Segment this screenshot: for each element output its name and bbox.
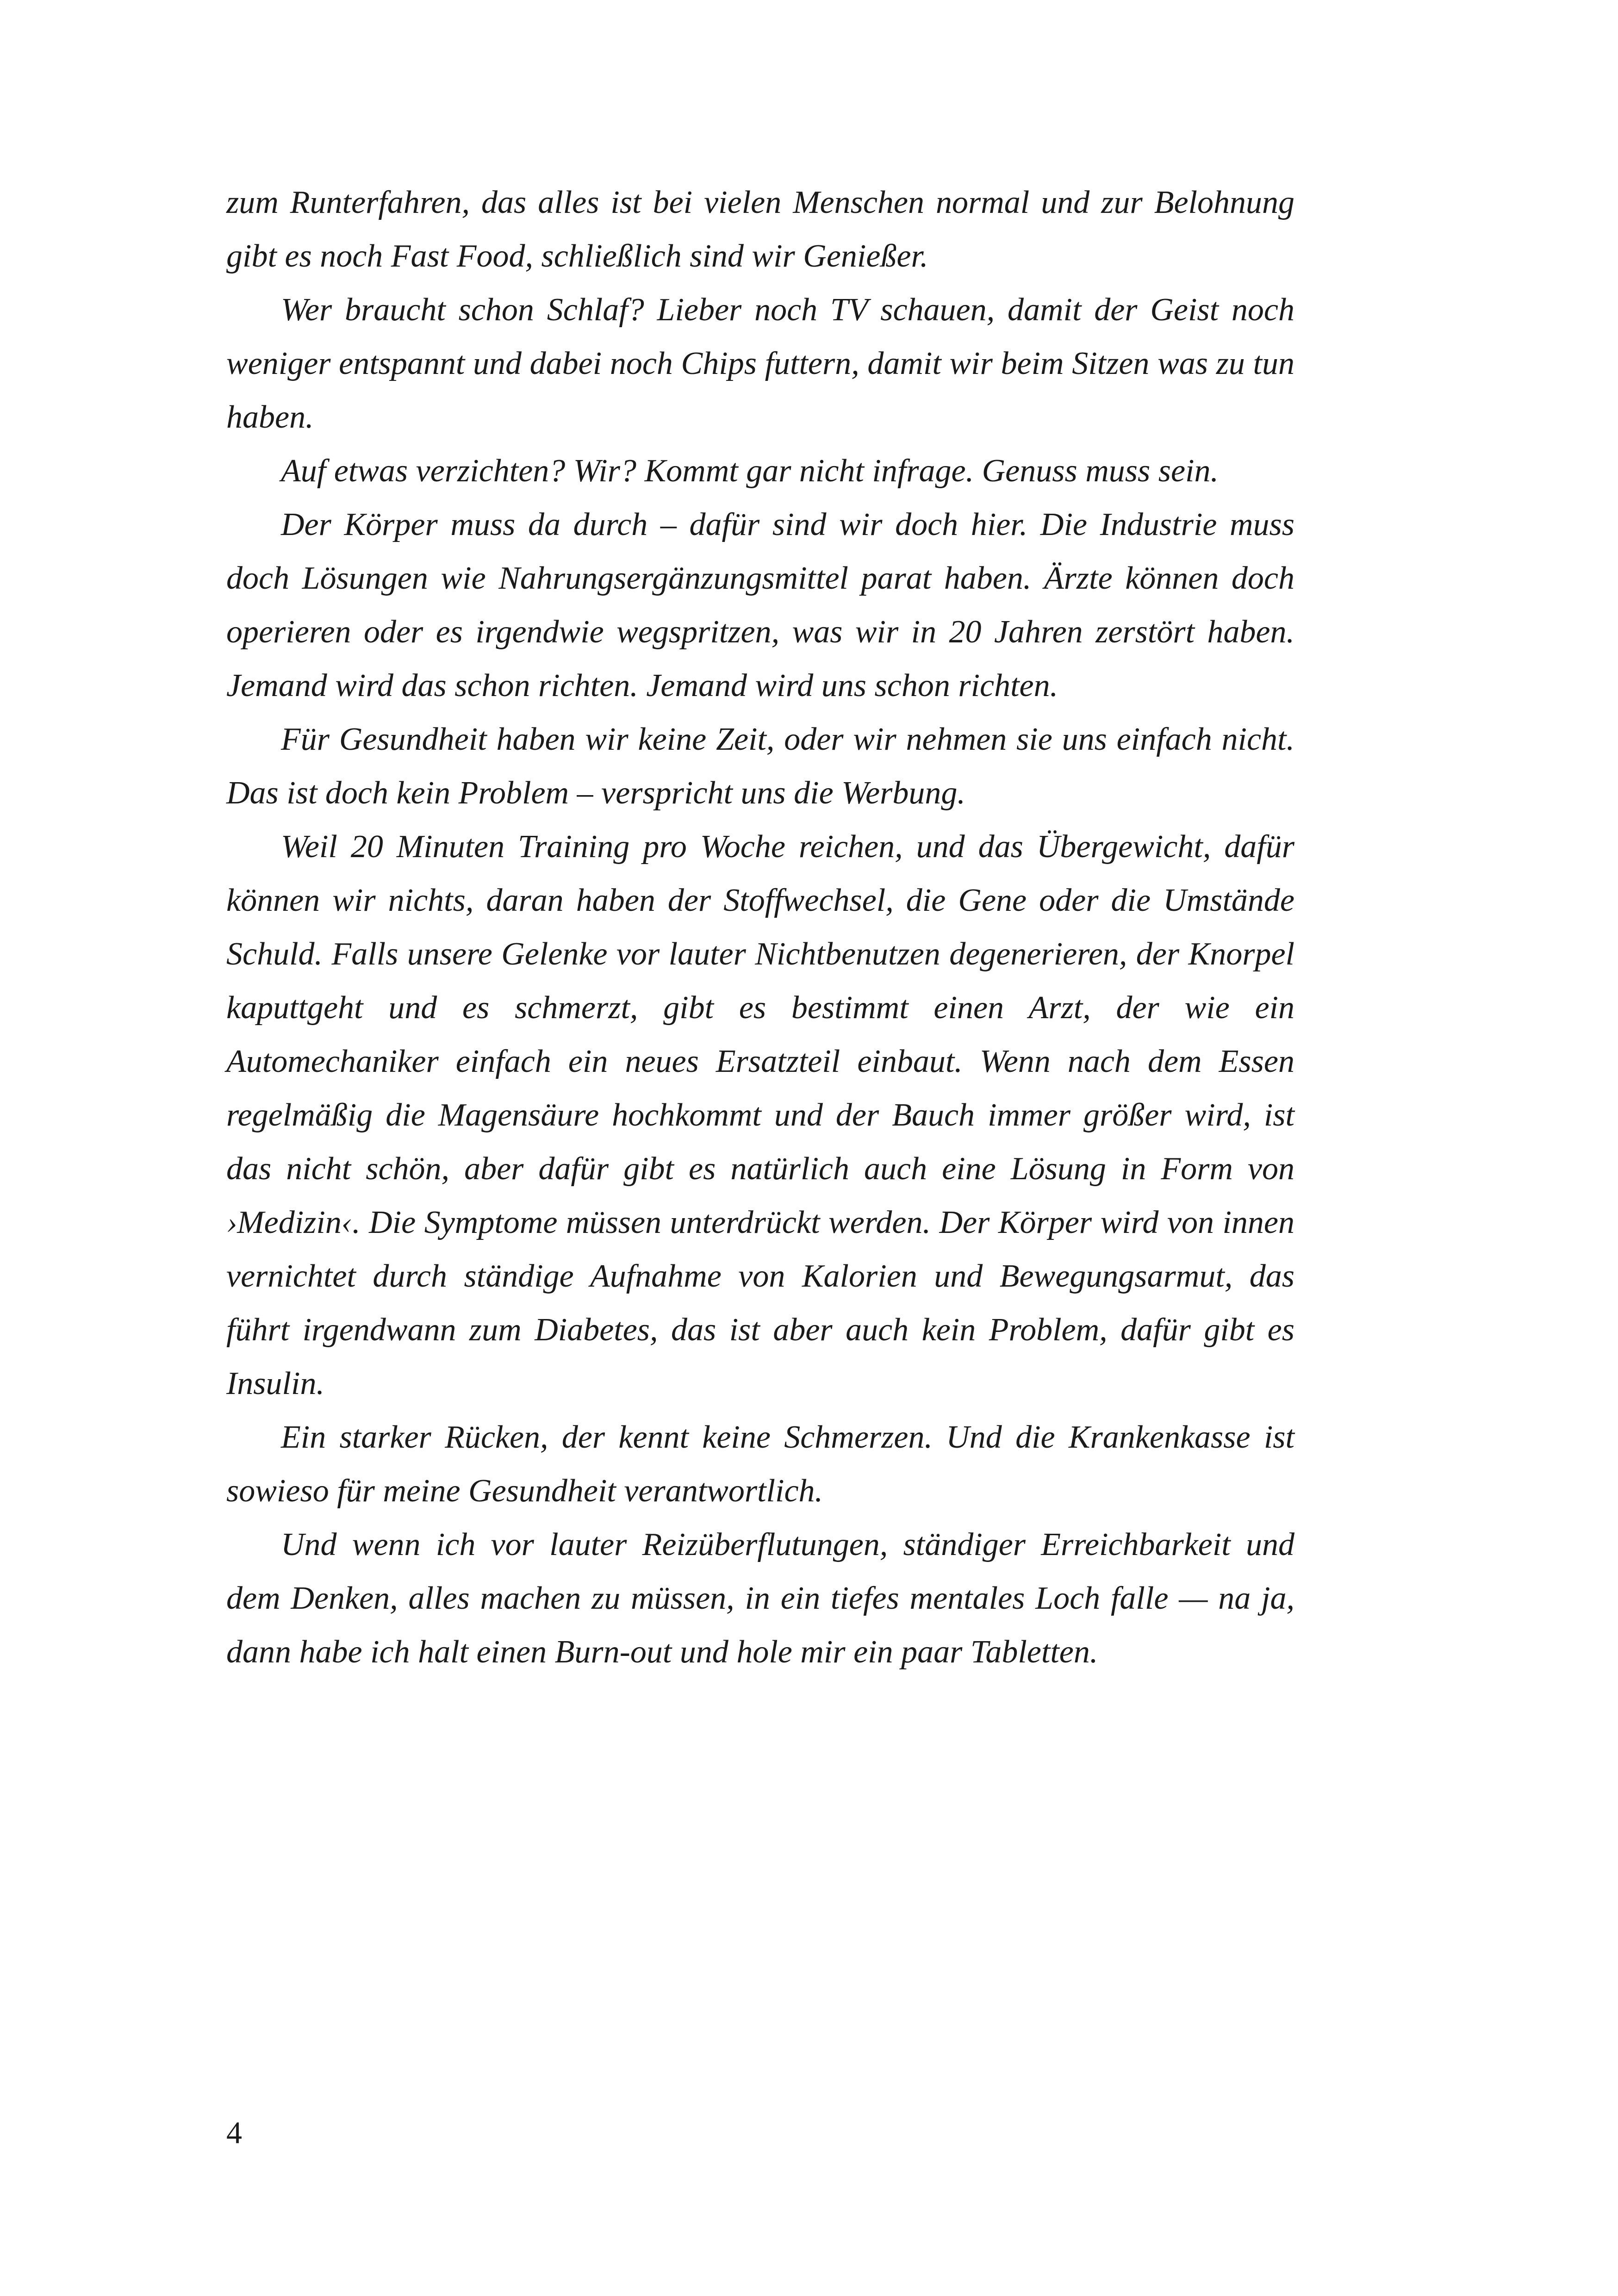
paragraph: Wer braucht schon Schlaf? Lieber noch TV schauen, damit der Geist noch weniger entspannt und dabei noch Chips futtern, damit wir beim Sitzen was zu tun haben. [226,292,1294,435]
paragraph: Weil 20 Minuten Training pro Woche reichen, und das Übergewicht, dafür können wir nichts, daran haben der Stoffwechsel, die Gene oder die Umstände Schuld. Falls unsere Gelenke vor lauter Nichtbenutzen degenerieren, der Knorpel kaputtgeht und es schmerzt, gibt es bestimmt einen Arzt, der wie ein Automechaniker einfach ein neues Ersatzteil einbaut. Wenn nach dem Essen regelmäßig die Magensäure hochkommt und der Bauch immer größer wird, ist das nicht schön, aber dafür gibt es natürlich auch eine Lösung in Form von ›Medizin‹. Die Symptome müssen unterdrückt werden. Der Körper wird von innen vernichtet durch ständige Aufnahme von Kalorien und Bewegungsarmut, das führt irgendwann zum Diabetes, das ist aber auch kein Problem, dafür gibt es Insulin. [226,829,1294,1401]
body-text [226,176,1294,1679]
paragraph: Der Körper muss da durch – dafür sind wir doch hier. Die Industrie muss doch Lösungen wie Nahrungsergänzungsmittel parat haben. Ärzte können doch operieren oder es irgendwie wegspritzen, was wir in 20 Jahren zerstört haben. Jemand wird das schon richten. Jemand wird uns schon richten. [226,507,1294,703]
paragraph: zum Runterfahren, das alles ist bei vielen Menschen normal und zur Belohnung gibt es noch Fast Food, schließlich sind wir Genießer. [226,185,1294,274]
paragraph: Und wenn ich vor lauter Reizüberflutungen, ständiger Erreichbarkeit und dem Denken, alles machen zu müssen, in ein tiefes mentales Loch falle — na ja, dann habe ich halt einen Burn-out und hole mir ein paar Tabletten. [226,1527,1294,1670]
paragraph: Ein starker Rücken, der kennt keine Schmerzen. Und die Krankenkasse ist sowieso für meine Gesundheit verantwortlich. [226,1419,1294,1509]
paragraph: Auf etwas verzichten? Wir? Kommt gar nicht infrage. Genuss muss sein. [281,453,1219,489]
page-number: 4 [226,2115,242,2150]
paragraph: Für Gesundheit haben wir keine Zeit, oder wir nehmen sie uns einfach nicht. Das ist doch kein Problem – verspricht uns die Werbung. [226,722,1294,811]
